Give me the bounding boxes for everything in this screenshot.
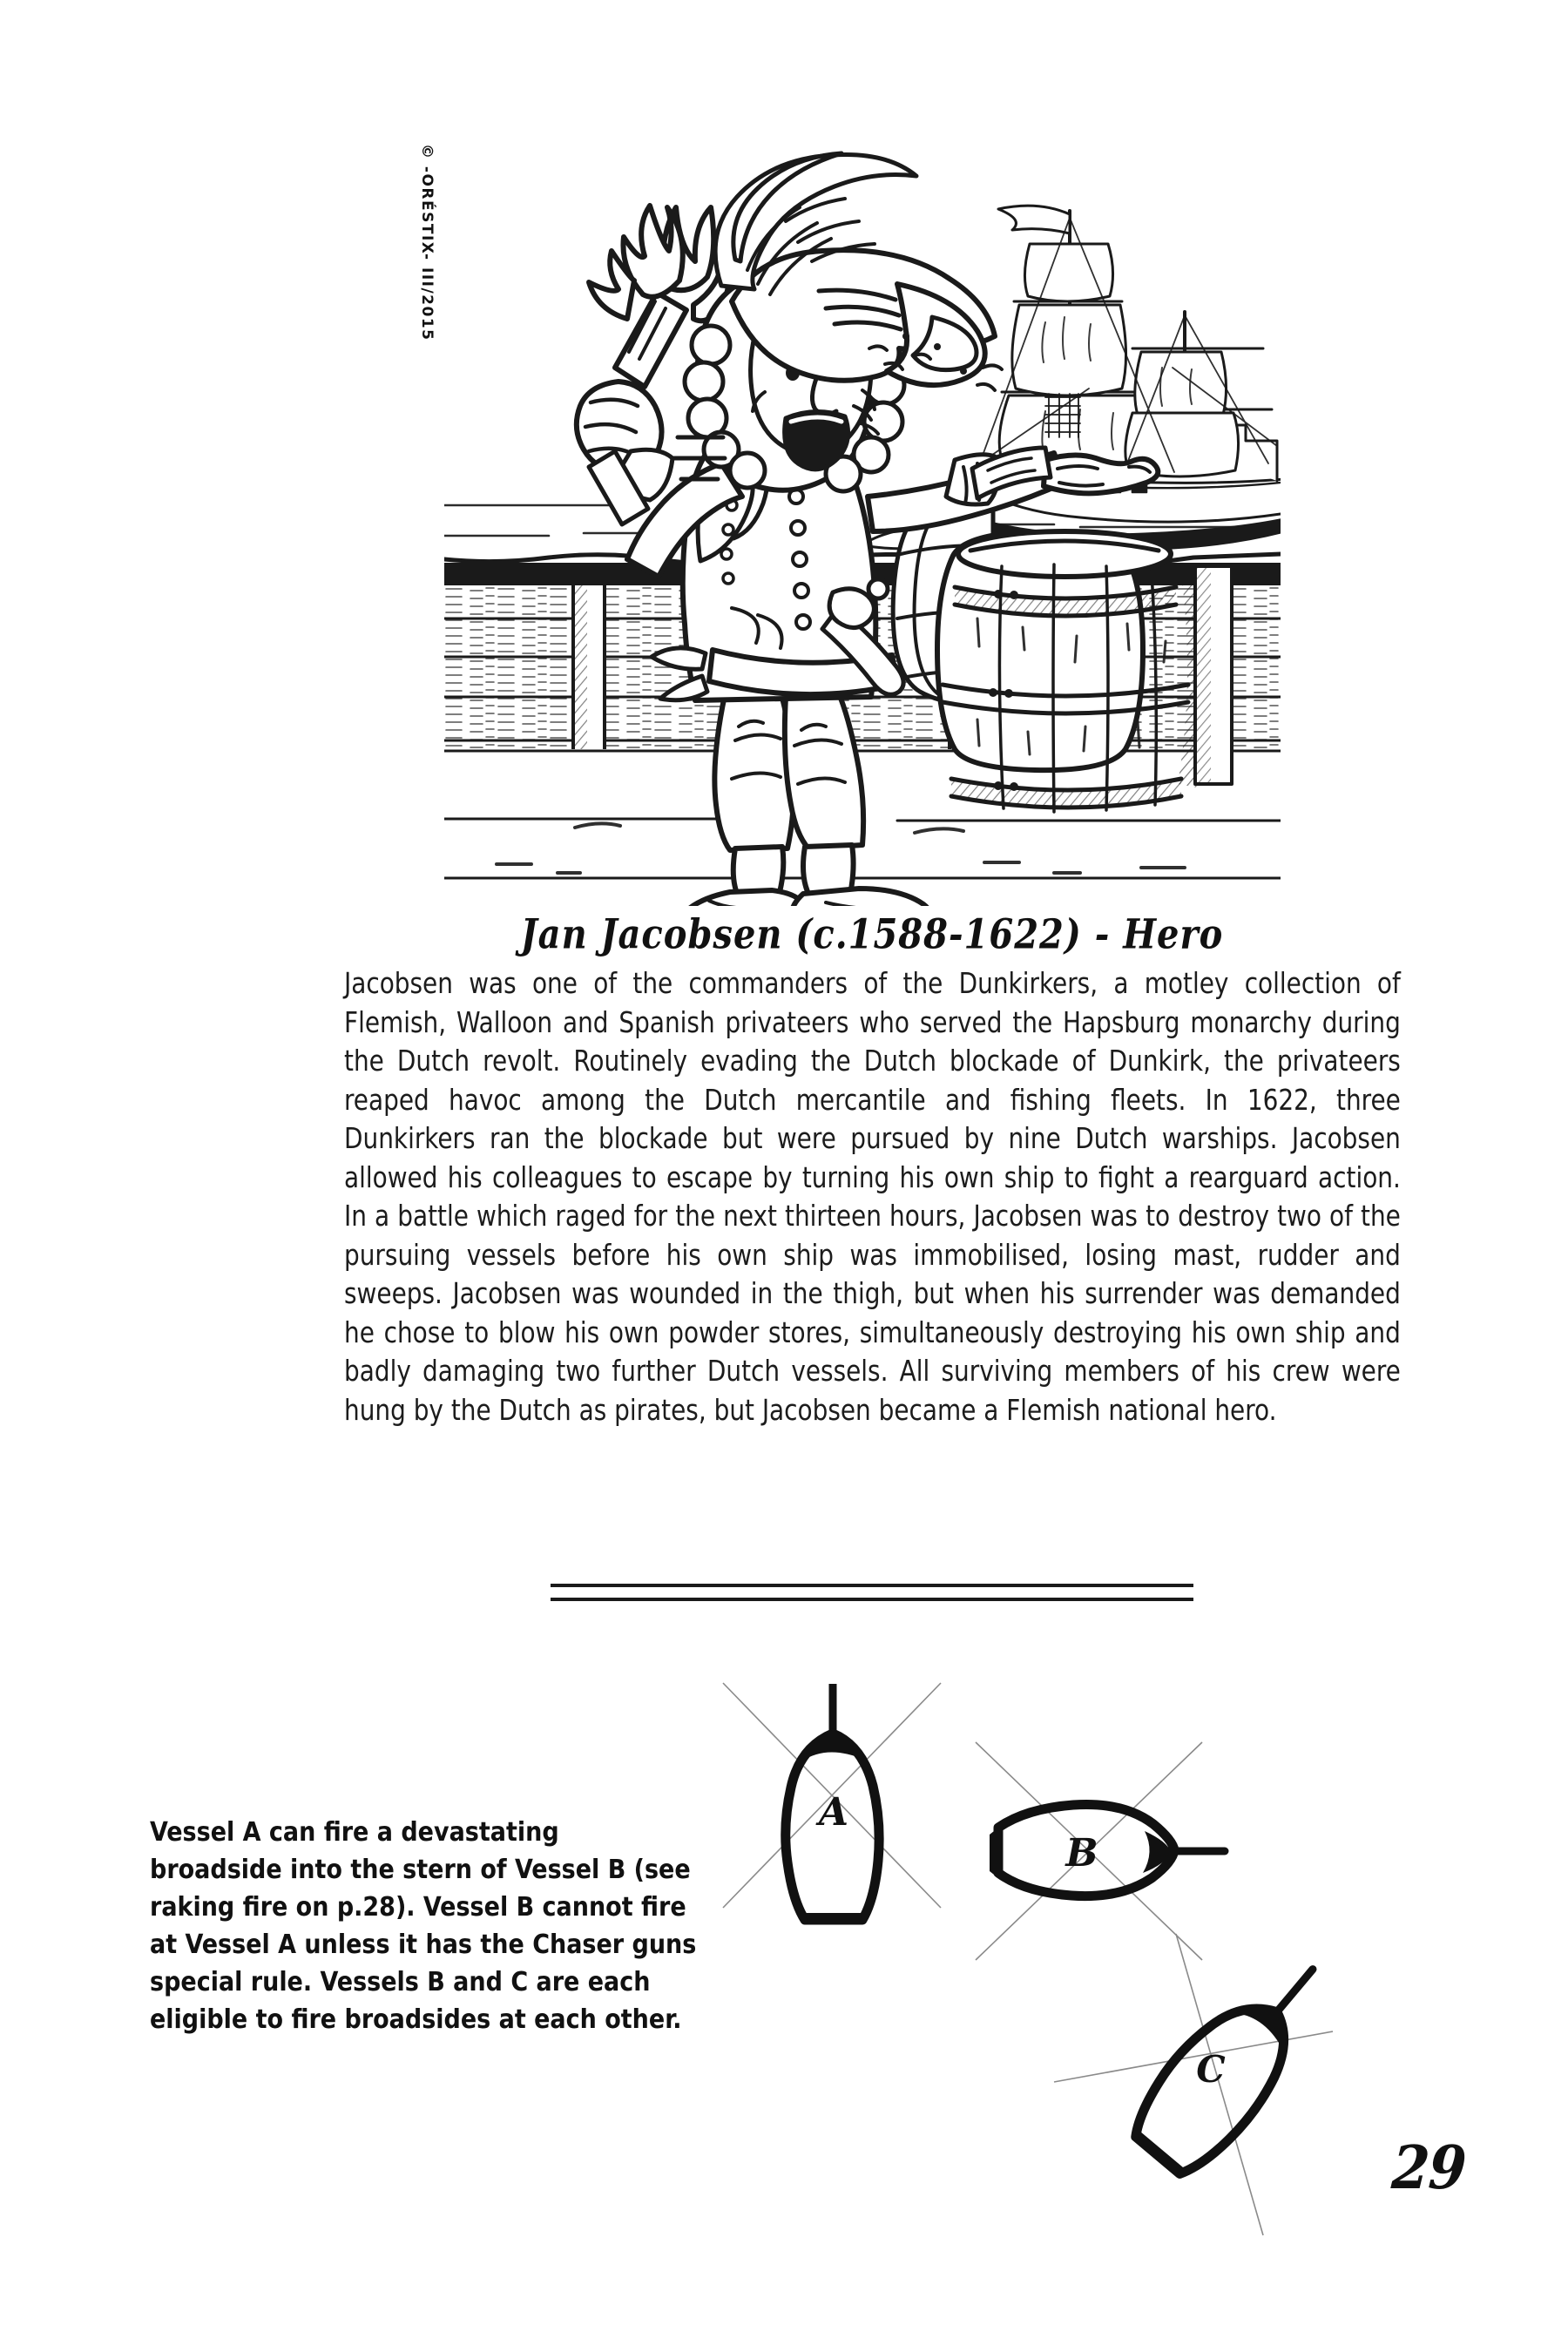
vessel-c-label: C bbox=[1196, 2048, 1226, 2091]
vessel-b-hull bbox=[990, 1804, 1225, 1896]
illustration-jan-jacobsen bbox=[444, 131, 1281, 906]
artist-signature: © -ORÉSTIX- III/2015 bbox=[418, 144, 436, 341]
vessel-firing-arc-diagram bbox=[688, 1646, 1333, 2239]
divider-rule-top bbox=[551, 1584, 1193, 1587]
vessel-c-arc-lines bbox=[1054, 1934, 1333, 2235]
rules-example-caption: Vessel A can fire a devastating broadside into the stern of Vessel B (see raking fire on p.28). Vessel B cannot fire at Vessel A unless it has the Chaser guns special rule. Vessels B and C are each eligible to fire broadsides at each other. bbox=[150, 1817, 697, 2035]
vessel-c-group bbox=[1054, 1934, 1333, 2235]
section-divider bbox=[551, 1584, 1193, 1603]
vessel-c-hull bbox=[1119, 1939, 1333, 2187]
article-jan-jacobsen bbox=[344, 909, 1401, 1429]
page-number: 29 bbox=[1389, 2132, 1468, 2203]
article-title: Jan Jacobsen (c.1588-1622) - Hero bbox=[520, 909, 1224, 959]
vessel-a-label: A bbox=[818, 1790, 849, 1835]
article-body: Jacobsen was one of the commanders of the Dunkirkers, a motley collection of Flemish, Walloon and Spanish privateers who served the Hapsburg monarchy during the Dutch revolt. Routinely evading the Dutch blockade of Dunkirk, the privateers reaped havoc among the Dutch mercantile and fishing fleets. In 1622, three Dunkirkers ran the blockade but were pursued by nine Dutch warships. Jacobsen allowed his colleagues to escape by turning his own ship to fight a rearguard action. In a battle which raged for the next thirteen hours, Jacobsen was to destroy two of the pursuing vessels before his own ship was immobilised, losing mast, rudder and sweeps. Jacobsen was wounded in the thigh, but when his surrender was demanded he chose to blow his own powder stores, simultaneously destroying his own ship and badly damaging two further Dutch vessels. All surviving members of his crew were hung by the Dutch as pirates, but Jacobsen became a Flemish national hero. bbox=[344, 967, 1401, 1427]
vessel-a-group bbox=[723, 1683, 941, 1923]
vessel-b-group bbox=[976, 1742, 1225, 1960]
divider-rule-bottom bbox=[551, 1598, 1193, 1601]
vessel-b-label: B bbox=[1065, 1831, 1098, 1876]
